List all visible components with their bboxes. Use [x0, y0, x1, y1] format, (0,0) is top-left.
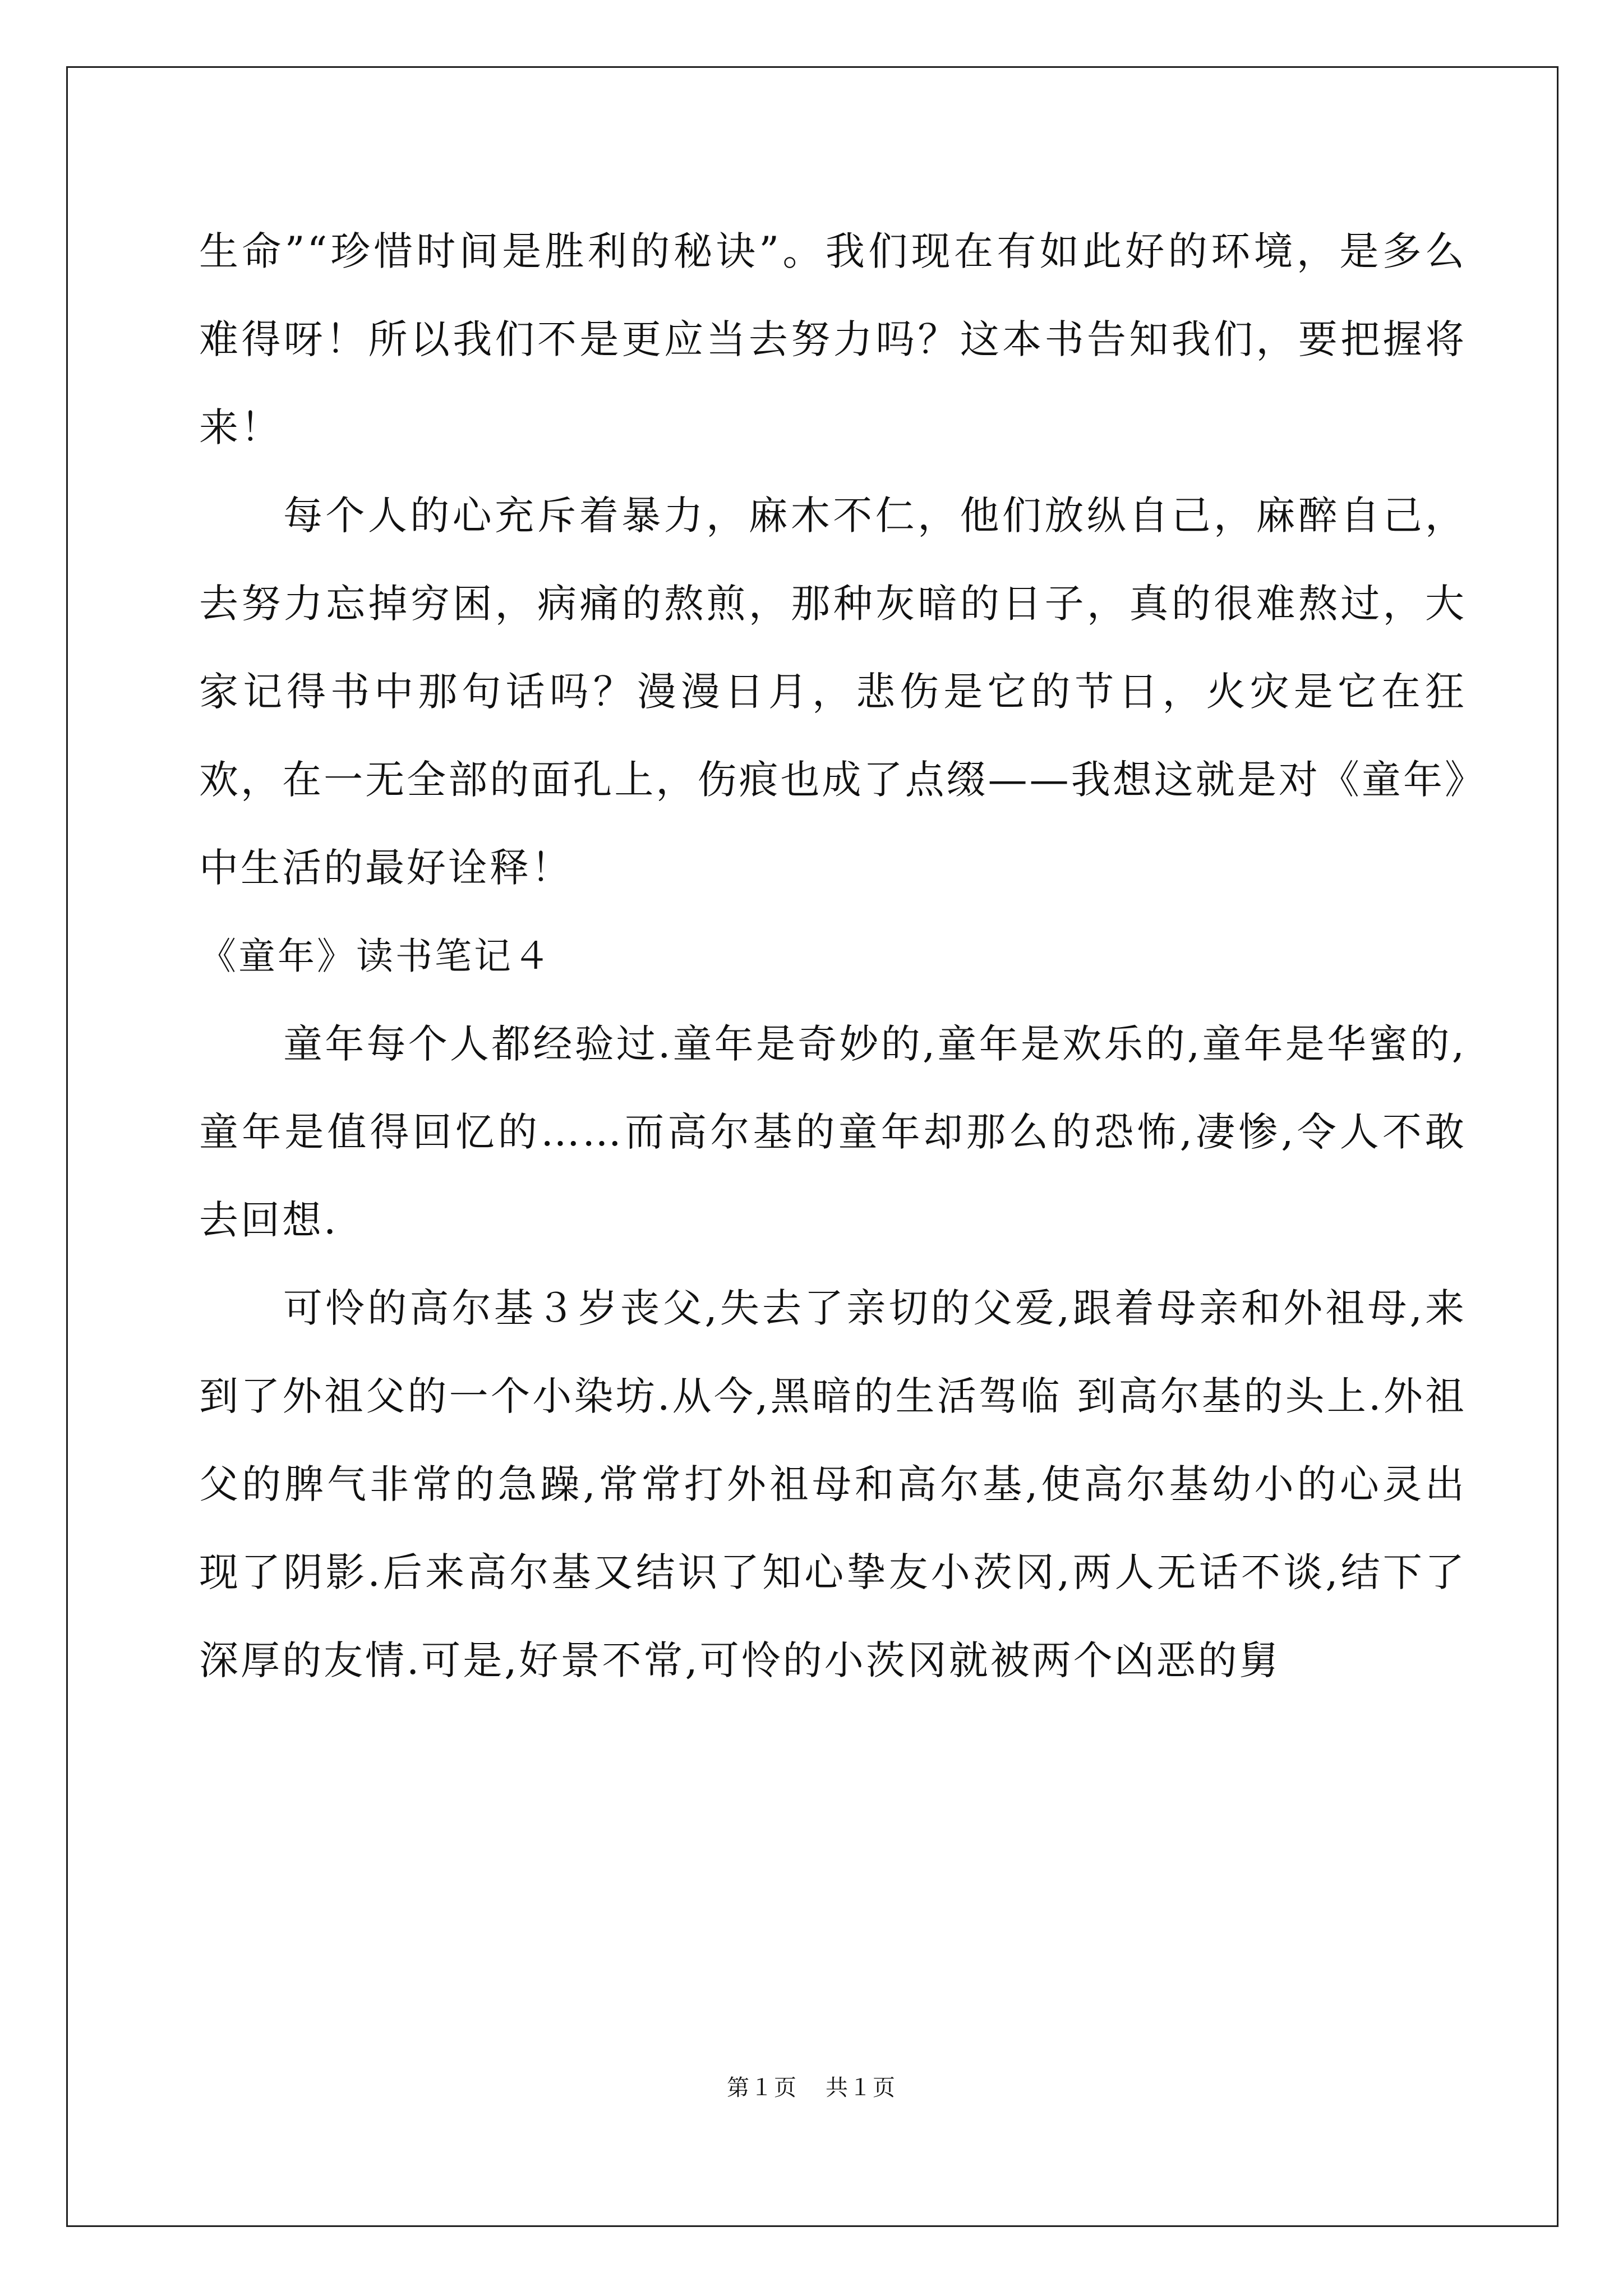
paragraph-3: 童年每个人都经验过.童年是奇妙的,童年是欢乐的,童年是华蜜的,童年是值得回忆的……而高尔基的童年却那么的恐怖,凄惨,令人不敢去回想. — [199, 1021, 1467, 1243]
document-body — [199, 208, 1467, 1705]
paragraph-4: 可怜的高尔基３岁丧父,失去了亲切的父爱,跟着母亲和外祖母,来到了外祖父的一个小染坊.从今,黑暗的生活驾临 到高尔基的头上.外祖父的脾气非常的急躁,常常打外祖母和高尔基,使高尔基幼小的心灵出现了阴影.后来高尔基又结识了知心挚友小茨冈,两人无话不谈,结下了深厚的友情.可是,好景不常,可怜的小茨冈就被两个凶恶的舅 — [199, 1285, 1467, 1683]
paragraph-2: 每个人的心充斥着暴力，麻木不仁，他们放纵自己，麻醉自己，去努力忘掉穷困，病痛的熬煎，那种灰暗的日子，真的很难熬过，大家记得书中那句话吗？漫漫日月，悲伤是它的节日，火灾是它在狂欢，在一无全部的面孔上，伤痕也成了点缀——我想这就是对《童年》中生活的最好诠释！ — [199, 493, 1467, 891]
section-heading: 《童年》读书笔记４ — [199, 935, 552, 978]
page-number: 第１页 — [727, 2075, 797, 2101]
page-footer — [0, 2070, 1623, 2102]
page-total: 共１页 — [826, 2075, 896, 2101]
paragraph-1: 生命”“珍惜时间是胜利的秘诀”。我们现在有如此好的环境，是多么难得呀！所以我们不是更应当去努力吗？这本书告知我们，要把握将来！ — [199, 228, 1467, 450]
